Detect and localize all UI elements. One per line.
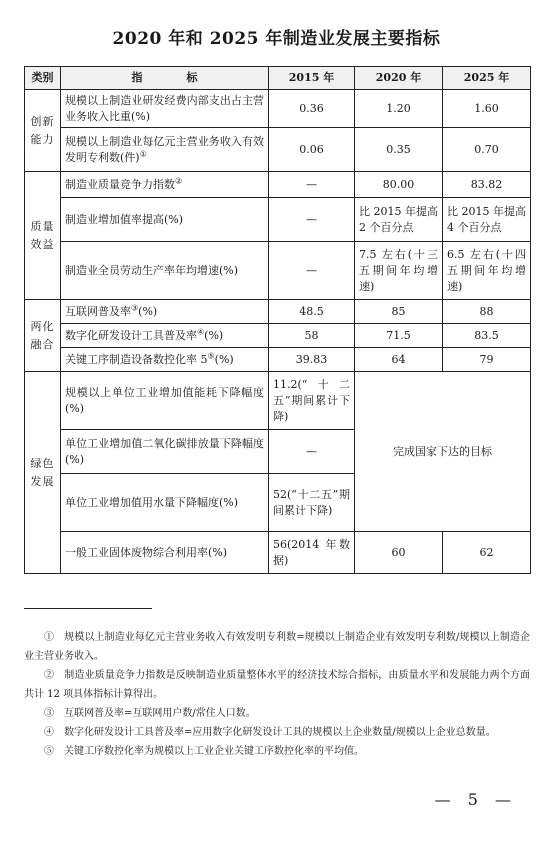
indicators-table: [24, 66, 531, 574]
header-indicator: 指 标: [61, 67, 269, 90]
table-row: [25, 128, 531, 172]
footnote-marker: ④: [197, 326, 205, 336]
value-2015: 0.06: [269, 128, 355, 172]
value-2015: —: [269, 172, 355, 198]
value-2020: 0.35: [355, 128, 443, 172]
page-title: 2020 年和 2025 年制造业发展主要指标: [112, 29, 441, 49]
value-2020: 85: [355, 300, 443, 324]
value-2015: 56(2014 年数据): [269, 532, 355, 574]
indicator-cell: 单位工业增加值用水量下降幅度(%): [61, 474, 269, 532]
footnote-2: ② 制造业质量竞争力指数是反映制造业质量整体水平的经济技术综合指标，由质量水平和发展能力两个方面共计 12 项具体指标计算得出。: [24, 670, 530, 700]
category-quality: 质量效益: [25, 172, 61, 300]
table-row: [25, 532, 531, 574]
value-2015: 52(“十二五”期间累计下降): [269, 474, 355, 532]
header-2015: 2015 年: [269, 67, 355, 90]
indicator-cell: 关键工序制造设备数控化率 5⑤(%): [61, 348, 269, 372]
indicator-cell: 互联网普及率③(%): [61, 300, 269, 324]
value-2015: —: [269, 198, 355, 242]
value-2020: 60: [355, 532, 443, 574]
table-row: [25, 172, 531, 198]
value-2025: 1.60: [443, 90, 531, 128]
footnote-marker: ②: [175, 175, 183, 185]
value-2025: 79: [443, 348, 531, 372]
table-row: [25, 300, 531, 324]
value-2025: 0.70: [443, 128, 531, 172]
indicator-cell: 单位工业增加值二氧化碳排放量下降幅度(%): [61, 430, 269, 474]
category-innovation: 创新能力: [25, 90, 61, 172]
value-2020: 7.5 左右(十三五期间年均增速): [355, 242, 443, 300]
value-2025: 6.5 左右(十四五期间年均增速): [443, 242, 531, 300]
value-2020: 1.20: [355, 90, 443, 128]
table-row: [25, 90, 531, 128]
value-2020: 比 2015 年提高 2 个百分点: [355, 198, 443, 242]
table-row: [25, 348, 531, 372]
indicator-cell: 一般工业固体废物综合利用率(%): [61, 532, 269, 574]
header-category: 类别: [25, 67, 61, 90]
page-number: — 5 —: [434, 790, 517, 809]
category-integration: 两化融合: [25, 300, 61, 372]
footnote-marker: ③: [131, 302, 139, 312]
value-2015: 0.36: [269, 90, 355, 128]
merged-target-cell: 完成国家下达的目标: [355, 372, 531, 532]
value-2015: 58: [269, 324, 355, 348]
indicator-cell: 制造业质量竞争力指数②: [61, 172, 269, 198]
indicator-cell: 制造业全员劳动生产率年均增速(%): [61, 242, 269, 300]
footnote-3: ③ 互联网普及率=互联网用户数/常住人口数。: [44, 708, 256, 719]
value-2020: 71.5: [355, 324, 443, 348]
footnote-divider: [24, 608, 152, 609]
value-2015: 11.2(“十二五”期间累计下降): [269, 372, 355, 430]
indicator-cell: 规模以上单位工业增加值能耗下降幅度(%): [61, 372, 269, 430]
footnote-1: ① 规模以上制造业每亿元主营业务收入有效发明专利数=规模以上制造企业有效发明专利数/规模以上制造企业主营业务收入。: [24, 632, 530, 662]
table-row: [25, 324, 531, 348]
table-row: [25, 372, 531, 430]
indicator-cell: 规模以上制造业研发经费内部支出占主营业务收入比重(%): [61, 90, 269, 128]
value-2020: 80.00: [355, 172, 443, 198]
value-2025: 62: [443, 532, 531, 574]
value-2025: 83.5: [443, 324, 531, 348]
footnote-marker: ⑤: [207, 350, 215, 360]
value-2025: 83.82: [443, 172, 531, 198]
table-header-row: [25, 67, 531, 90]
value-2015: —: [269, 242, 355, 300]
indicator-cell: 制造业增加值率提高(%): [61, 198, 269, 242]
value-2015: 39.83: [269, 348, 355, 372]
footnote-marker: ①: [139, 148, 147, 158]
value-2025: 88: [443, 300, 531, 324]
table-row: [25, 198, 531, 242]
header-2025: 2025 年: [443, 67, 531, 90]
footnotes: [24, 628, 530, 761]
table-row: [25, 242, 531, 300]
footnote-4: ④ 数字化研发设计工具普及率=应用数字化研发设计工具的规模以上企业数量/规模以上企业总数量。: [44, 727, 496, 738]
value-2020: 64: [355, 348, 443, 372]
value-2025: 比 2015 年提高 4 个百分点: [443, 198, 531, 242]
indicator-cell: 规模以上制造业每亿元主营业务收入有效发明专利数(件)①: [61, 128, 269, 172]
value-2015: 48.5: [269, 300, 355, 324]
indicator-cell: 数字化研发设计工具普及率④(%): [61, 324, 269, 348]
category-green: 绿色发展: [25, 372, 61, 574]
value-2015: —: [269, 430, 355, 474]
header-2020: 2020 年: [355, 67, 443, 90]
footnote-5: ⑤ 关键工序数控化率为规模以上工业企业关键工序数控化率的平均值。: [44, 746, 364, 757]
